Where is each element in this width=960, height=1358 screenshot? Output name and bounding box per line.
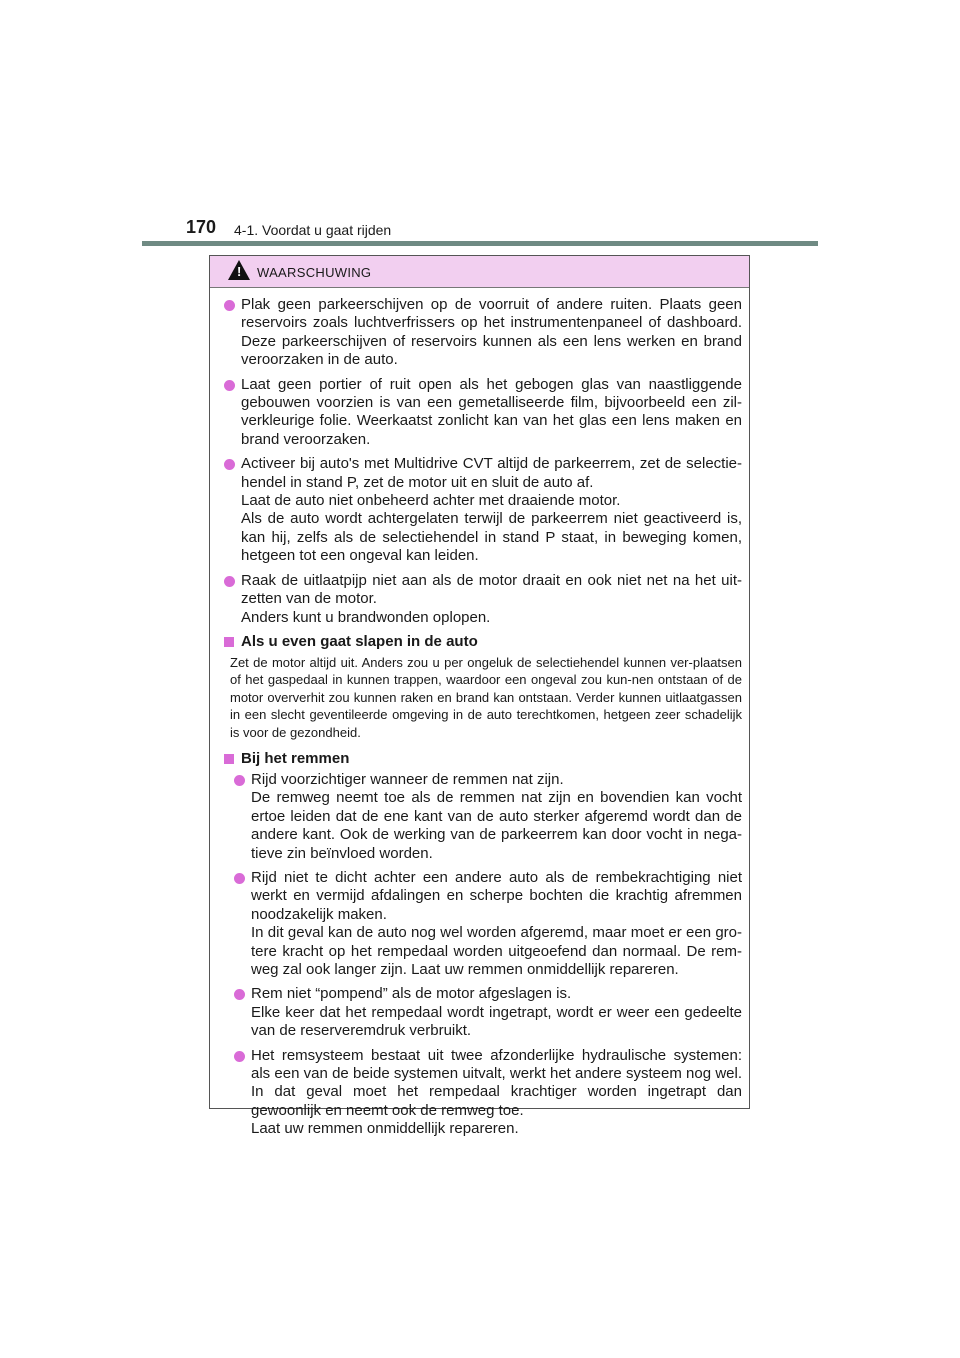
item-text: In dit geval kan de auto nog wel worden afgeremd, maar moet er een gro-tere kracht op het rempedaal worden uitgeoefend dan normaal. De rem-weg zal ook langer zijn. Laat uw remmen onmiddellijk repareren. xyxy=(251,924,742,978)
warning-item xyxy=(220,376,742,450)
item-text: Laat geen portier of ruit open als het gebogen glas van naastliggende gebouwen voorzien is van een gemetalliseerde film, bijvoorbeeld een zil-verkleurige folie. Weerkaatst zonlicht kan van het glas een lens maken en brand veroorzaken. xyxy=(241,375,742,448)
section-heading-brakes: Bij het remmen xyxy=(220,750,742,768)
bullet-icon xyxy=(224,576,235,587)
section-title: 4-1. Voordat u gaat rijden xyxy=(234,222,392,238)
item-text: Het remsysteem bestaat uit twee afzonderlijke hydraulische systemen: als een van de beide systemen uitvalt, werkt het andere systeem nog wel. In dat geval moet het rempedaal krachtiger worden ingetrapt dan gewoonlijk en neemt ook de remweg toe. xyxy=(251,1046,742,1119)
item-text: Plak geen parkeerschijven op de voorruit of andere ruiten. Plaats geen reservoirs zoals luchtverfrissers op het instrumentenpaneel of dashboard. Deze parkeerschijven of reservoirs kunnen als een lens werken en brand veroorzaken in de auto. xyxy=(241,296,742,369)
brake-item xyxy=(230,985,742,1040)
section-sleep-text: Zet de motor altijd uit. Anders zou u per ongeluk de selectiehendel kunnen ver-plaatsen of het gaspedaal in kunnen trappen, waardoor een ongeval zou kun-nen ontstaan of de motor oververhit zou kunnen raken en brand kan ontstaan. Verder kunnen uitlaatgassen in een slecht geventileerde omgeving in de auto terechtkomen, hetgeen zeer schadelijk is voor de gezondheid. xyxy=(230,654,742,740)
item-text: Laat de auto niet onbeheerd achter met draaiende motor. xyxy=(241,492,621,510)
bullet-icon xyxy=(234,1051,245,1062)
item-text: Rijd niet te dicht achter een andere auto als de rembekrachtiging niet werkt en vermijd afdalingen en scherpe bochten die krachtig afremmen noodzakelijk maken. xyxy=(251,868,742,923)
warning-item xyxy=(220,296,742,370)
warning-box xyxy=(209,255,750,1138)
square-bullet-icon xyxy=(224,754,234,764)
page-number: 170 xyxy=(186,217,217,237)
warning-triangle-icon: ! xyxy=(228,260,250,280)
bullet-icon xyxy=(234,989,245,1000)
bullet-icon xyxy=(224,459,235,470)
item-text: Raak de uitlaatpijp niet aan als de motor draait en ook niet net na het uit-zetten van de motor. xyxy=(241,571,742,608)
brake-item xyxy=(230,771,742,863)
warning-header xyxy=(210,256,749,288)
warning-item xyxy=(220,572,742,627)
item-text: Laat uw remmen onmiddellijk repareren. xyxy=(251,1120,519,1138)
item-text: Activeer bij auto's met Multidrive CVT altijd de parkeerrem, zet de selectie-hendel in stand P, zet de motor uit en sluit de auto af. xyxy=(241,455,742,491)
header-divider xyxy=(142,241,818,246)
warning-title: WAARSCHUWING xyxy=(257,265,372,280)
brake-item xyxy=(230,1047,742,1139)
square-bullet-icon xyxy=(224,637,234,647)
bullet-icon xyxy=(224,300,235,311)
item-text: Als de auto wordt achtergelaten terwijl de parkeerrem niet geactiveerd is, kan hij, zelfs als de selectiehendel in stand P staat, in beweging komen, hetgeen tot een ongeval kan leiden. xyxy=(241,510,742,565)
bullet-icon xyxy=(234,873,245,884)
item-text: Rijd voorzichtiger wanneer de remmen nat zijn. xyxy=(251,770,564,788)
item-text: Elke keer dat het rempedaal wordt ingetrapt, wordt er weer een gedeelte van de reserveremdruk verbruikt. xyxy=(251,1003,742,1040)
brake-item xyxy=(230,869,742,979)
warning-content xyxy=(210,288,749,1139)
bullet-icon xyxy=(224,380,235,391)
item-text: Anders kunt u brandwonden oplopen. xyxy=(241,608,491,626)
bullet-icon xyxy=(234,775,245,786)
section-heading-sleep: Als u even gaat slapen in de auto xyxy=(220,633,742,651)
item-text: Rem niet “pompend” als de motor afgeslagen is. xyxy=(251,985,572,1003)
item-text: De remweg neemt toe als de remmen nat zijn en bovendien kan vocht ertoe leiden dat de ene kant van de auto sterker afgeremd wordt dan de andere kant. Ook de werking van de parkeerrem kan door vocht in nega-tieve zin beïnvloed worden. xyxy=(251,789,742,862)
warning-item xyxy=(220,455,742,565)
